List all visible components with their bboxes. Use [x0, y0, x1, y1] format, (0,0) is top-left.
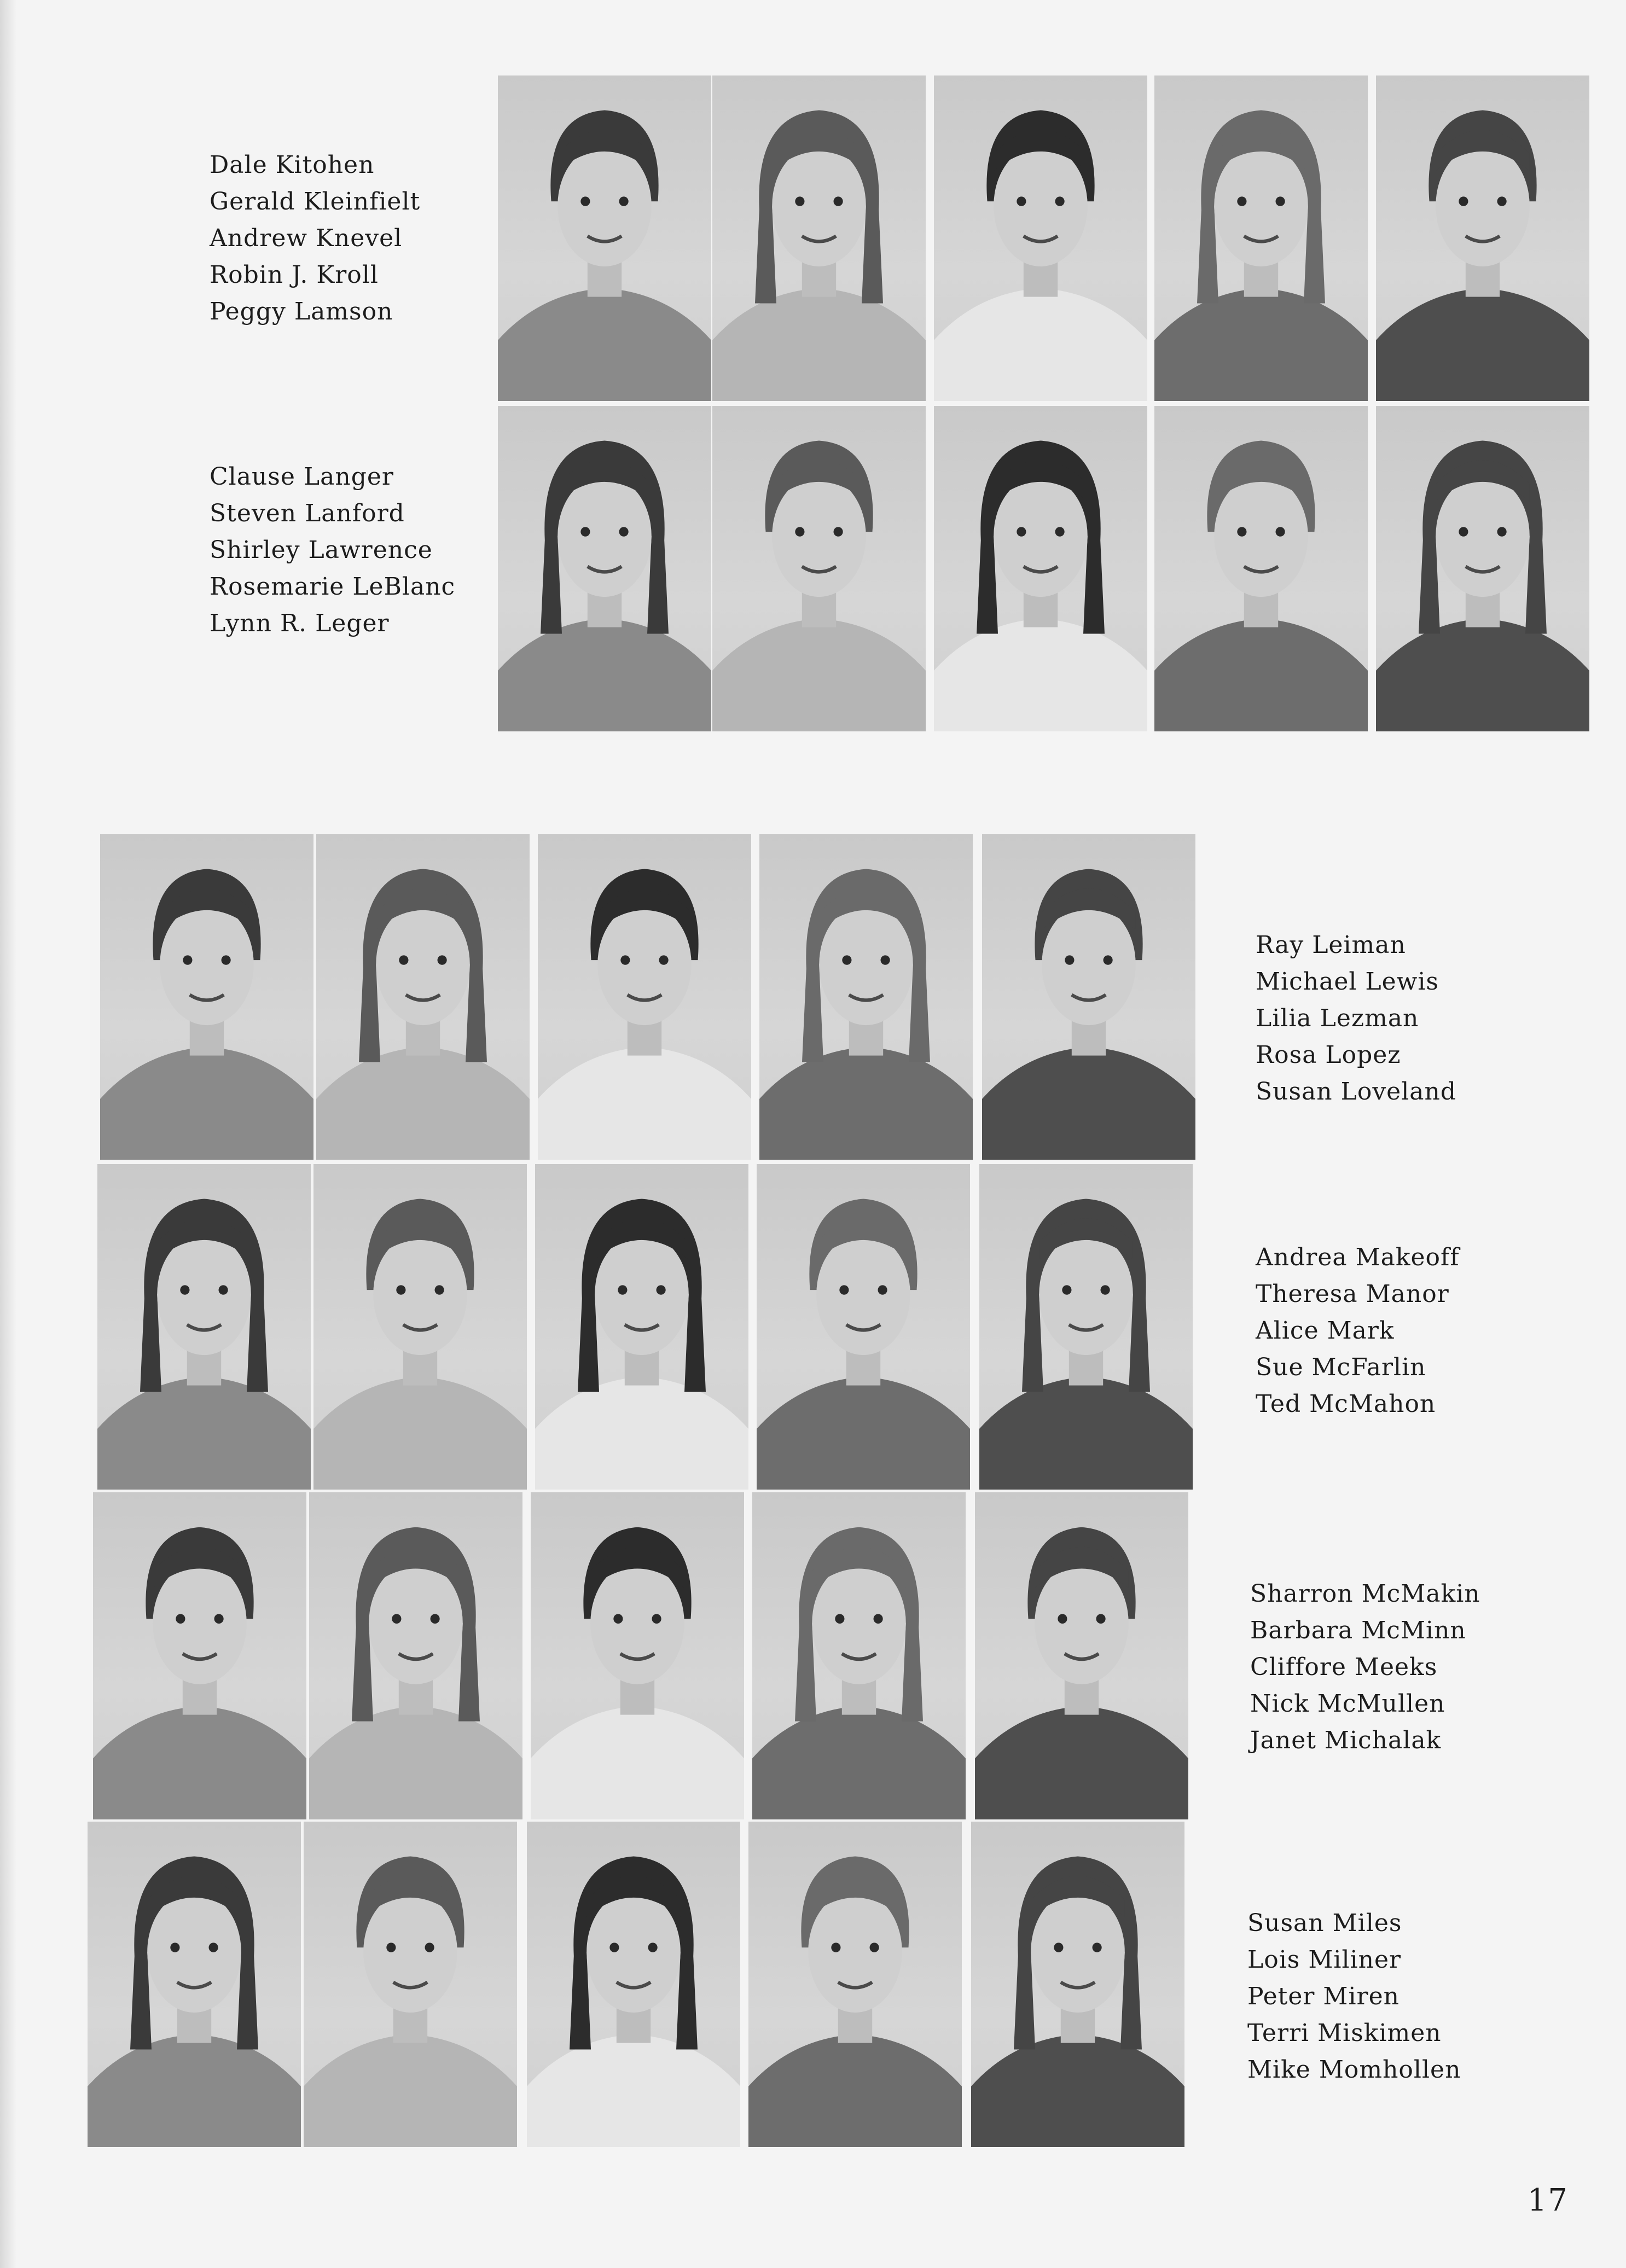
- student-name: Robin J. Kroll: [210, 261, 379, 289]
- student-portrait: [535, 1164, 748, 1490]
- student-name: Alice Mark: [1256, 1317, 1395, 1345]
- student-name: Susan Miles: [1247, 1909, 1402, 1937]
- student-portrait: [757, 1164, 970, 1490]
- student-name: Rosemarie LeBlanc: [210, 573, 456, 601]
- student-portrait: [712, 406, 926, 731]
- name-list-group-3: [1256, 927, 1456, 1110]
- student-name: Gerald Kleinfielt: [210, 188, 421, 216]
- student-name: Andrew Knevel: [210, 224, 403, 252]
- student-portrait: [759, 834, 973, 1160]
- student-portrait: [1154, 406, 1368, 731]
- student-name: Lilia Lezman: [1256, 1004, 1419, 1032]
- student-portrait: [934, 75, 1147, 401]
- student-portrait: [316, 834, 530, 1160]
- name-list-group-1: [210, 147, 420, 330]
- student-portrait: [712, 75, 926, 401]
- student-name: Clause Langer: [210, 463, 394, 491]
- student-name: Andrea Makeoff: [1256, 1243, 1460, 1271]
- student-name: Dale Kitohen: [210, 151, 375, 179]
- student-name: Steven Lanford: [210, 499, 405, 527]
- student-name: Janet Michalak: [1250, 1726, 1442, 1754]
- student-portrait: [1376, 406, 1589, 731]
- student-portrait: [531, 1492, 744, 1819]
- student-portrait: [309, 1492, 522, 1819]
- page-binding-shadow: [0, 0, 16, 2268]
- student-name: Peggy Lamson: [210, 298, 393, 325]
- page-number: 17: [1527, 2183, 1569, 2218]
- student-portrait: [93, 1492, 306, 1819]
- student-portrait: [934, 406, 1147, 731]
- student-name: Sharron McMakin: [1250, 1580, 1480, 1608]
- name-list-group-6: [1247, 1905, 1461, 2088]
- student-portrait: [304, 1822, 517, 2147]
- student-portrait: [1154, 75, 1368, 401]
- student-portrait: [982, 834, 1195, 1160]
- student-name: Shirley Lawrence: [210, 536, 433, 564]
- student-name: Nick McMullen: [1250, 1690, 1445, 1718]
- student-portrait: [971, 1822, 1184, 2147]
- student-name: Lynn R. Leger: [210, 609, 390, 637]
- student-name: Cliffore Meeks: [1250, 1653, 1438, 1681]
- student-name: Ted McMahon: [1256, 1390, 1436, 1418]
- name-list-group-5: [1250, 1575, 1480, 1759]
- student-name: Susan Loveland: [1256, 1078, 1457, 1106]
- student-portrait: [313, 1164, 527, 1490]
- student-name: Lois Miliner: [1247, 1946, 1402, 1974]
- student-portrait: [748, 1822, 962, 2147]
- student-name: Sue McFarlin: [1256, 1353, 1426, 1381]
- student-portrait: [88, 1822, 301, 2147]
- student-portrait: [979, 1164, 1193, 1490]
- student-name: Rosa Lopez: [1256, 1041, 1401, 1069]
- student-portrait: [498, 406, 711, 731]
- student-name: Ray Leiman: [1256, 931, 1406, 959]
- student-name: Terri Miskimen: [1247, 2019, 1442, 2047]
- student-portrait: [97, 1164, 311, 1490]
- name-list-group-2: [210, 458, 455, 642]
- student-portrait: [1376, 75, 1589, 401]
- student-portrait: [538, 834, 751, 1160]
- student-portrait: [975, 1492, 1188, 1819]
- student-name: Barbara McMinn: [1250, 1616, 1466, 1644]
- student-name: Theresa Manor: [1256, 1280, 1449, 1308]
- student-portrait: [498, 75, 711, 401]
- student-name: Michael Lewis: [1256, 968, 1439, 996]
- student-portrait: [100, 834, 313, 1160]
- student-name: Peter Miren: [1247, 1982, 1399, 2010]
- student-portrait: [752, 1492, 966, 1819]
- student-name: Mike Momhollen: [1247, 2056, 1461, 2084]
- student-portrait: [527, 1822, 740, 2147]
- name-list-group-4: [1256, 1239, 1460, 1422]
